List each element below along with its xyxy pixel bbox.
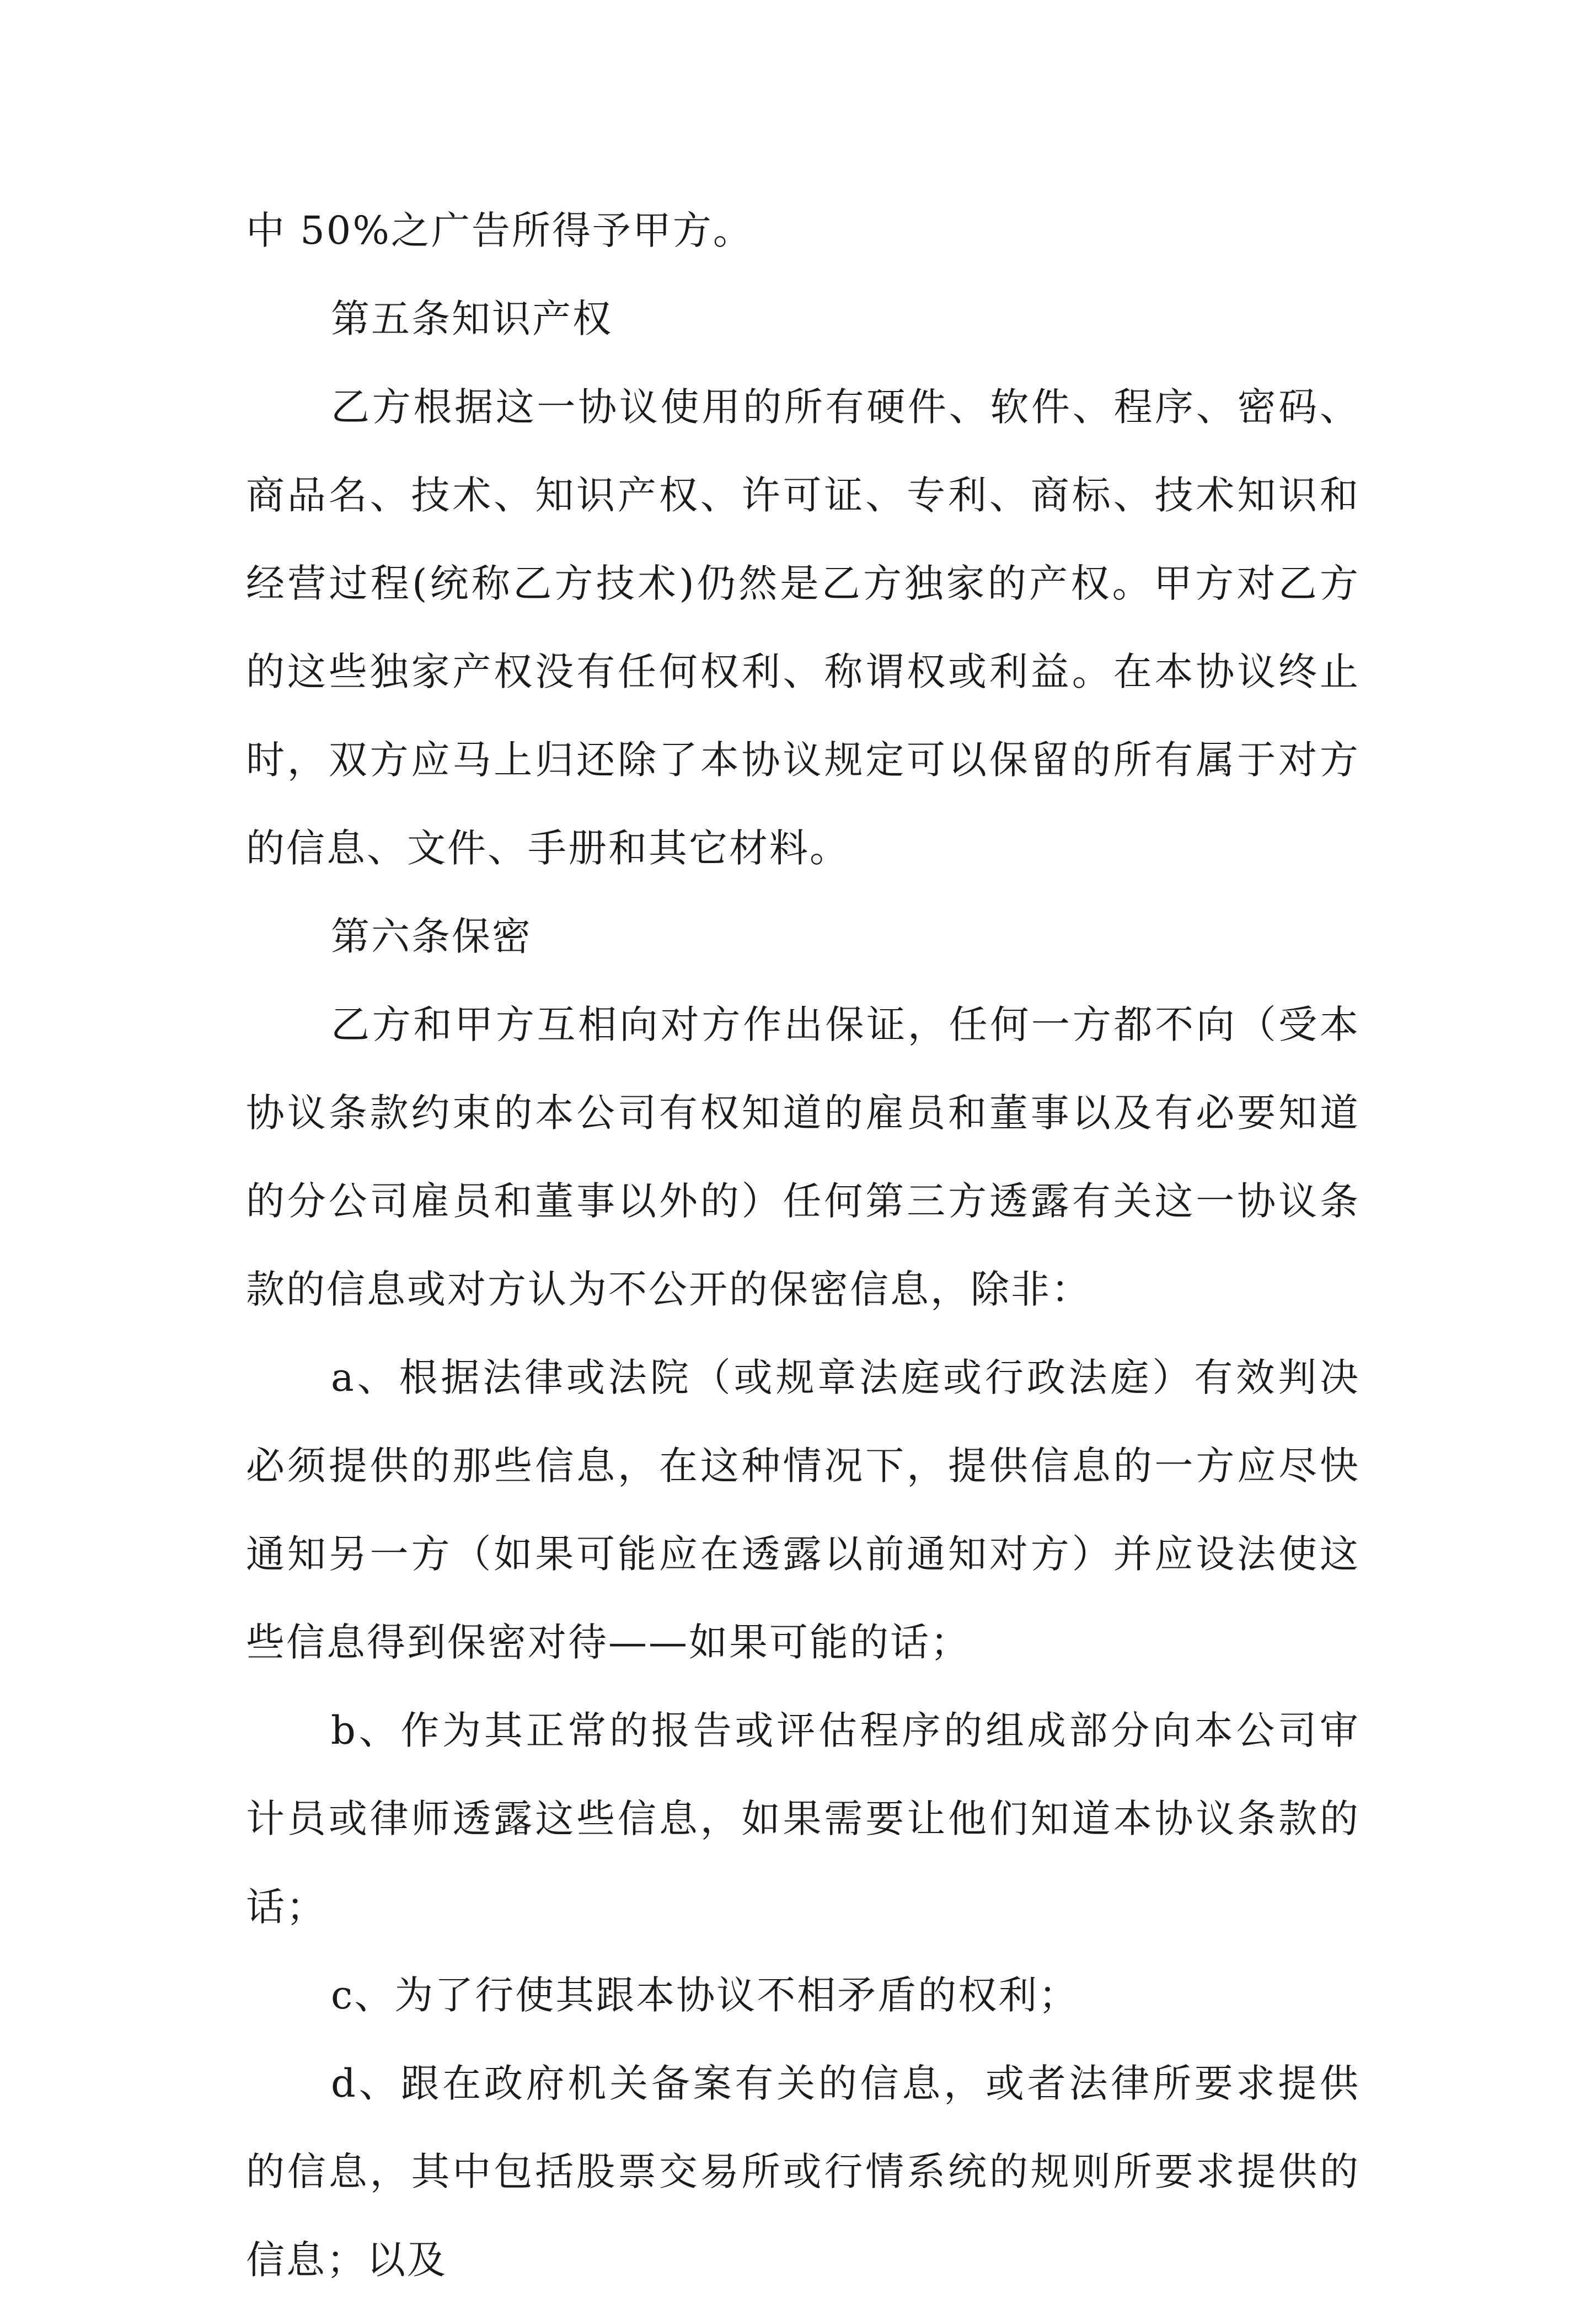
heading-article-6: 第六条保密	[331, 914, 532, 959]
paragraph-confidentiality: 乙方和甲方互相向对方作出保证，任何一方都不向（受本协议条款约束的本公司有权知道的雇员和董事以及有必要知道的分公司雇员和董事以外的）任何第三方透露有关这一协议条款的信息或对方认为不公开的保密信息，除非：	[246, 1002, 1360, 1312]
paragraph-item-a: a、根据法律或法院（或规章法庭或行政法庭）有效判决必须提供的那些信息，在这种情况下，提供信息的一方应尽快通知另一方（如果可能应在透露以前通知对方）并应设法使这些信息得到保密对待——如果可能的话；	[246, 1355, 1360, 1665]
paragraph-item-c: c、为了行使其跟本协议不相矛盾的权利；	[331, 1973, 1079, 2018]
paragraph-continuation: 中 50%之广告所得予甲方。	[246, 208, 753, 253]
paragraph-item-b: b、作为其正常的报告或评估程序的组成部分向本公司审计员或律师透露这些信息，如果需要让他们知道本协议条款的话；	[246, 1708, 1360, 1930]
heading-article-5: 第五条知识产权	[331, 296, 613, 341]
document-body	[246, 186, 1360, 2304]
paragraph-ip: 乙方根据这一协议使用的所有硬件、软件、程序、密码、商品名、技术、知识产权、许可证、专利、商标、技术知识和经营过程(统称乙方技术)仍然是乙方独家的产权。甲方对乙方的这些独家产权没有任何权利、称谓权或利益。在本协议终止时，双方应马上归还除了本协议规定可以保留的所有属于对方的信息、文件、手册和其它材料。	[246, 384, 1360, 871]
paragraph-item-d: d、跟在政府机关备案有关的信息，或者法律所要求提供的信息，其中包括股票交易所或行情系统的规则所要求提供的信息；以及	[246, 2061, 1360, 2282]
